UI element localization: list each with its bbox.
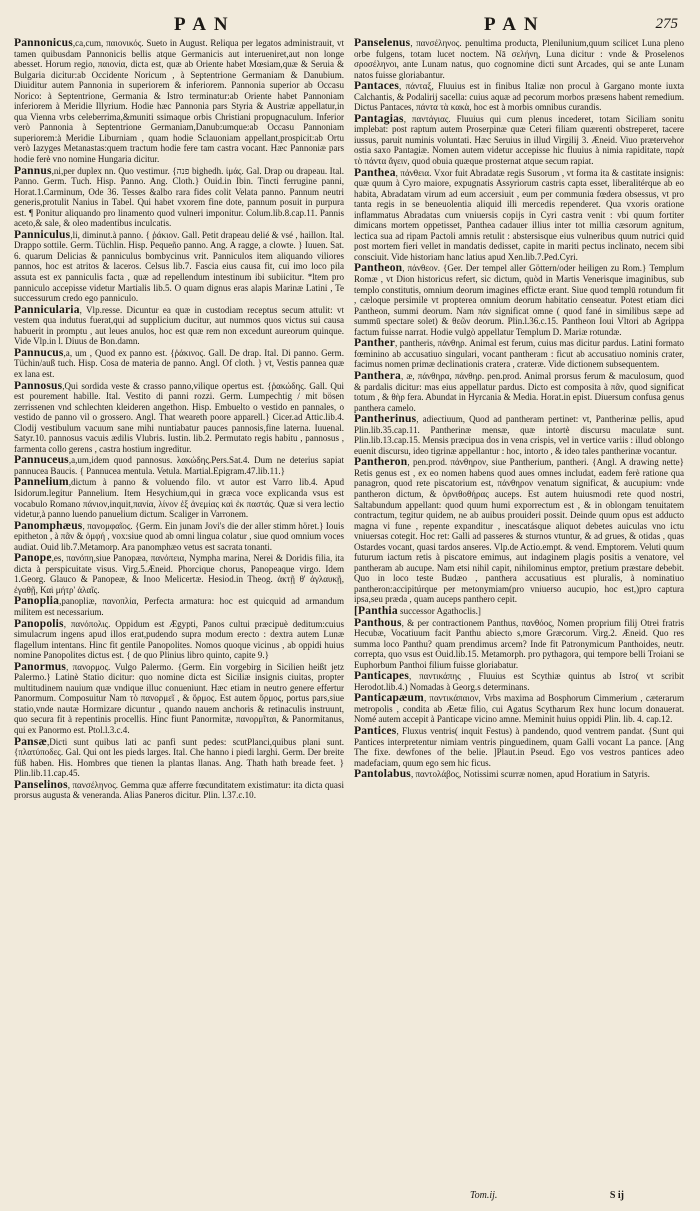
dictionary-entry: Panselinos, πανσέληνος. Gemma quæ afferre fœcunditatem existimatur: ita dicta quasi prorsus augusta & veneranda. Alias Paneros dicitur. Plin. l.37.c.10.: [14, 778, 344, 801]
running-head-right: PAN: [484, 14, 546, 35]
dictionary-entry: Panniculus,li, diminut.à panno. { ῥάκιον. Gall. Petit drapeau delié & vsé , haillon. Ital. Drappo sottile. Germ. Tüchlin. Hisp. Pequeño panno. Ang. A ragge, a clowte. } Iuuen. Sat. 6. quarum Delicias & panniculus bombycinus vrit. Panniculos item aliquando viliores pannos, hoc est atritos & laceros. Celsus lib.7. Fascia eius causa fit, cui imo loco pila assuta est ex panniculis facta , quæ ad repellendum intestinum ibi subiicitur. *ltem pro panniculo accepisse videtur Martialis lib.5. O quam dignus eras alapis Marinæ Latini , Te successurum credo ego panniculo.: [14, 228, 344, 304]
headword: Pannosus: [14, 379, 63, 392]
two-column-body: [14, 38, 684, 802]
headword: Pannonicus: [14, 37, 73, 49]
running-header: [14, 14, 684, 36]
page-footer: [360, 1187, 684, 1201]
volume-mark: Tom.ij.: [470, 1190, 498, 1201]
dictionary-entry: Pantaces, πάνταξ, Fluuius est in finibus Italiæ non procul à Gargano monte iuxta Calchantis, & Podalirij sacella: cuius aquæ ad pecorum morbos præsens habent remedium. Dictus Pantaces, πάντα τὰ κακὰ, hoc est à morbis omnibus curandis.: [354, 80, 684, 113]
headword: Panthera: [354, 369, 401, 382]
headword: Panniculus: [14, 228, 71, 241]
running-head-left: PAN: [174, 14, 236, 35]
dictionary-entry: Pannus,ni,per duplex nn. Quo vestimur. {פנה bighedh. ἱμάς. Gal. Drap ou drapeau. Ital. Panno. Germ. Tuch. Hisp. Panno. Ang. Cloth.} Ouid.in Ibin. Tincti ferrugine panni, Horat.1.Carminum, Ode 36. Tesses &albo rara fides colit Velata panno. Pannum neutri generis,protulit Nanius in Tabel. Qui habet vxorem fine dote, pannum posuit in purpura est. ¶ Ponitur aliquando pro linamento quod vulneri imponitur. Colum.lib.8.cap.11. Pannis aceto,& sale, & oleo madentibus inculcatis.: [14, 164, 344, 229]
dictionary-entry: Pannucus,a, um , Quod ex panno est. {ῥάκινος. Gall. De drap. Ital. Di panno. Germ. Tüchin/auß tuch. Hisp. Cosa de materia de panno. Angl. Of cloth. } vt, Vestis pannea quæ ex lana est.: [14, 346, 344, 379]
dictionary-entry: [Panthia successor Agathoclis.]: [354, 604, 481, 617]
dictionary-entry: Pannicularia, Vlp.resse. Dicuntur ea quæ in custodiam receptus secum attulit: vt vestem qua indutus fuerat,qui ad supplicium ducitur, aut nummos quos victus sui causa habuerit in promptu , aut leues anulos, hoc est quæ rem non excedunt aureorum quinque. Vide Vlp.in l. Diuus de Bon.damn.: [14, 303, 344, 347]
dictionary-entry: Panthea, πάνθεια. Vxor fuit Abradatæ regis Susorum , vt forma ita & castitate insignis: quæ quum à Cyro maiore, expugnatis Assyriorum castris capta esset, liberalitérque ab eo habita, Abradatam virum ad eum accersiuit , eum per communia fœdera obsessus, vt pro tanta regis in se beneuolentia aliquid illi mercedis rependeret. Qua vxoris oratione inflammatus Abradatas cum vniuersis copijs in Cyri castra venit : vbi quum fortiter dimicans mortem oppetisset, Panthea cadauer illius inter tot millia cæsorum agnitum, lectica sua ad ripam Pactoli amnis retulit : abstersisque eius vulneribus quum nutrici quid post mortem fieri vellet in mandatis dedisset, capite in mariti pectus inclinato, necem sibi consciuit. Vide historiam hanc latius apud Xen.lib.7.Ped.Cyri.: [354, 166, 684, 262]
headword: Pannus: [14, 164, 52, 177]
headword: Panselenus: [354, 37, 411, 49]
headword: Panope: [14, 552, 52, 565]
headword: Pantheron: [354, 456, 408, 469]
dictionary-entry: Panoplia,panopliæ, πανοπλία, Perfecta armatura: hoc est quicquid ad armandum militem est necessarium.: [14, 595, 344, 617]
headword: Pantolabus: [354, 768, 411, 781]
dictionary-entry: Pantices, Fluxus ventris( inquit Festus) à pandendo, quod ventrem pandat. {Sunt qui Pantices interpretentur nimiam ventris pinguedinem, quam Galli vocant La pance. [Ang The fixe. dewfones of the belie. ]Plaut.in Pseud. Ego vos vestros pantices adeo madefaciam, quum ego sem hic ficus.: [354, 725, 684, 768]
dictionary-entry: Pantolabus, παντολάβος, Notissimi scurræ nomen, apud Horatium in Satyris.: [354, 768, 650, 781]
dictionary-entry: Panopolis, πανόπολις. Oppidum est Ægypti, Panos cultui præcipuè deditum:cuius simulacrum ingens apud illos erat,pudendo supra modum erecto : dextra autem Lunæ flagellum intentans. Hinc fit gentile Panopolites. Nomos quoque vicinus , ab oppidi huius nomine Panopolites dictus est. { de quo Plinius libro quinto, capite 9.}: [14, 617, 344, 661]
dictionary-entry: Pantherinus, adiectiuum, Quod ad pantheram pertinet: vt, Pantherinæ pellis, apud Plin.lib.35.cap.11. Pantherinæ mensæ, quæ intortè discursu maculatæ sunt. Plin.lib.13.cap.15. Mensis præcipua dos in vena crispis, vel in vertice variis : illud oblongo euenit discursu, ideo tigrinæ appellantur : hoc, intorto , & ideo tales pantherinæ vocantur.: [354, 413, 684, 456]
headword: Panticapæum: [354, 692, 424, 705]
headword: Panthea: [354, 166, 396, 179]
dictionary-entry: Panomphæus, πανομφαῖος. {Germ. Ein junam Jovi's die der aller stimm höret.} Iouis epitheton , à πᾶν & ὀμφή , vox:siue quod ab omni lingua colatur , siue quod omnium voces audiat. Ouid lib.7.Metamorp. Ara panomphæo vetus est sacrata tonanti.: [14, 519, 344, 552]
headword: Panormus: [14, 660, 67, 673]
headword: Pannelium: [14, 476, 69, 489]
headword: Panthous: [354, 616, 402, 629]
dictionary-entry: Pannelium,dictum à panno & voluendo filo. vt autor est Varro lib.4. Apud Isidorum.legitur Pannelium. Item Hesychium,qui in græca voce explicanda vsus est vocabulo Romano πάνιον,inquit,πανία, λίνον ἐξ ἀνεμίας καὶ ἐκ παστάς. Quæ si vera lectio videtur,à panno luendo panuelium dictum. Scaliger in Varronem.: [14, 476, 344, 520]
headword: Panticapes: [354, 670, 410, 683]
headword: Panomphæus: [14, 519, 83, 532]
headword: [Panthia: [354, 604, 398, 617]
dictionary-entry: Panormus, πανορμος. Vulgo Palermo. {Germ. Ein vorgebirg in Sicilien heißt jetz Palermo.} Latinè Statio dicitur: quo nomine dicta est Siciliæ insignis ciuitas, propter multitudinem nauium quæ vndique illuc conueniunt. Hæc etiam in neutro genere effertur Panormum. Composuitur Nam τὸ πανορμεῖ , & ὅρμος. Est autem ὅρμος, portus pars,siue statio,vnde nautæ Hormizare dicuntur , quando nauem anchoris & retinaculis instruunt, quo secura fit à repentinis procellis. Hinc fiunt Panormitæ, πανορμῖται, & Panormitanus, qui ex Panormo est. Ptol.l.3.c.4.: [14, 660, 344, 735]
headword: Pannucus: [14, 346, 64, 359]
headword: Panther: [354, 337, 396, 350]
dictionary-entry: Pansæ,Dicti sunt quibus lati ac panfi sunt pedes: scutPlanci,quibus plani sunt. {πλατύποδες. Gal. Qui ont les pieds larges. Ital. Che hanno i piedi larghi. Germ. Der breite füß haben. His. Hombres que tienen la plantas llanas. Ang. Thath hath breade feet. } Plin.lib.11.cap.45.: [14, 735, 344, 779]
dictionary-entry: Panselenus, πανσέληνος. penultima producta, Plenilunium,quum scilicet Luna pleno orbe fulgens, totam lucet noctem. Nā σελήνη, Luna dicitur : vnde & Proselenos σροσέληνοι, ante Lunam natus, quo cognomine dicti sunt Arcades, qui se ante Lunam natos fuisse gloriabantur.: [354, 37, 684, 80]
headword: Pantagias: [354, 112, 404, 125]
headword: Panselinos: [14, 778, 68, 791]
headword: Pannuceus: [14, 454, 69, 467]
headword: Pansæ: [14, 735, 47, 748]
headword: Pantices: [354, 725, 397, 737]
dictionary-entry: Panther, pantheris, πάνθηρ. Animal est ferum, cuius mas dicitur pardus. Latini formato fœminino ab accusatiuo singulari, vocant pantheram : ficut ab accusatiuo nominis crater, facimus nomen primæ declinationis cratera , crateræ. Vide dictionem subsequentem.: [354, 337, 684, 370]
dictionary-entry: Panticapes, παντικάπης , Fluuius est Scythiæ quintus ab Istro( vt scribit Herodot.lib.4.) Nomadas à Georg.s determinans.: [354, 670, 684, 692]
signature-mark: S ij: [609, 1190, 624, 1201]
dictionary-entry: Pantheon, πάνθεον. {Ger. Der tempel aller Göttern/oder heiligen zu Rom.} Templum Romæ , vt Dion historicus refert, sic dictum, quòd in Martis Venerisque imaginibus, sub templo constitutis, omnium deorum imagines effictæ erant. Siue quod templū rotundum fit , cæloque persimile vt propterea omnium deorum habitatio censeatur. Potest etiam dici Pantheon, summi deorum. Nam πάν significat omne ( quod fané in similibus sæpe ad summū spectare solet) & θεῶν deorum. Plin.l.36.c.15. Pantheon Ioui Vltori ab Agrippa factum fuisse narrat. Hodie vulgò appellatur Templum D. Mariæ rotundæ.: [354, 262, 684, 337]
dictionary-entry: Pantagias, παντάγιας. Fluuius qui cum plenus incederet, totam Siciliam sonitu implebat: post raptum autem Proserpinæ quæ Ceteri filiam quærenti obstreperet, tacere iussus, paruit numinis voluntati. Hæc Seruius in illud Virgilij 3. Æneid. Viuo prætervehor ostia saxo Pantagiæ. Nomen autem videtur accepisse hic fluuius à nimia rapiditate, παρὰ τὸ πάντα ἄγειν, quod obuia quæque prosternat atque secum rapiat.: [354, 112, 684, 167]
dictionary-entry: Panthera, æ, πάνθηρα, πάνθηρ. pen.prod. Animal prorsus ferum & maculosum, quod & pardalis dicitur: mas eius appellatur pardus. Dicto est composita à πᾶν, quod significat totum , & θὴρ fera. Abundat in Hyrcania & Media. Horat.in epist. Diuersum confusa genus panthera camelo.: [354, 369, 684, 413]
dictionary-entry: Pantheron, pen.prod. πάνθηρον, siue Pantherium, pantheri. {Angl. A drawing nette} Retis genus est , ex eo nomen habens quod aues omnes includat, eadem ferè ratione qua panagron, quod rete piscatorium est, πάνθηρον venatum significat, & aucupium: vnde pantheron dictum, & ὀρνιθοθήρας auceps. Est autem huiusmodi rete quod nostri, Saltabundum appellant: quod quum humi exporrectum est , & in oblongam tenuitatem contractum, tegitur quidem, ne ab auibus prouideri possit. Deinde quum opus est adducto magna vi fune , repente expanditur , inescatásque aliquot debetes auiculas vno ictu vniuersas cotegit. Hoc ret: Galli ad passeres & sturnos vtuntur, & ad grues, & otidas , quas Ostardes vocant, quasi tardos anseres. Vlp.de Actio.empt. & vend. Emptorem. Veluti quum futurum iactum retis à piscatore emimus, aut indaginem plagis positis a venatore, vel pantheram ab aucupe. Nam etsi nihil capit, nihilominus emptor, pretium præstare debebit. Quo in loco teste Budæo , panthera accusatiuus est pluralis, à nominatiuo pantheron:accipitúrque per metonymiam(pro vniuerso aucupio, hoc est,)pro captura ipsa,seu præda , quam auceps panthero cepit.: [354, 456, 684, 605]
dictionary-entry: Pannosus,Qui sordida veste & crasso panno,vilique opertus est. {ῥακώδης. Gall. Qui est pourement habille. Ital. Vestito di panni rozzi. Germ. Lumpechtig / mit bösen zerrissenen vnd schlechten kleideren angethon. Hisp. Embuelto o vestido en pannales, o vestido de panno vil o grossero. Angl. That weareth poore apparell.} Cicer.ad Attic.lib.4. Clodij vestibulum vacuum sane mihi nuntiabatur pauces pannosis,fine laterna. Iuuenal. Satyr.10. pannosus vacuis ædilis Vlubris. Iustin. lib.2. Permutato regis habitu , pannosus , farmenta collo gerens , castra hostium ingreditur.: [14, 379, 344, 454]
headword: Pantheon: [354, 262, 403, 275]
headword: Pantherinus: [354, 413, 417, 426]
headword: Pannicularia: [14, 303, 80, 316]
dictionary-entry: Panope,es, πανόπη,siue Panopæa, πανόπεια, Nympha marina, Nerei & Doridis filia, ita dicta à perspicuitate visus. Virg.5.Æneid. Phorcique chorus, Panopeaque virgo. Idem 1.Georg. Glauco & Panopeæ, & Inoo Melicertæ. Hesiod.in Theog. ἀκτῇ θ' ἀγλαυκῇ, ἐγαθῇ, Καὶ μήτρ' ἀλαῖς.: [14, 552, 344, 595]
headword: Panoplia: [14, 595, 60, 608]
page-number: 275: [655, 16, 678, 32]
headword: Panopolis: [14, 617, 64, 630]
dictionary-entry: Pannonicus,ca,cum, παιονικός. Sueto in August. Reliqua per legatos administrauit, vt tamen quibusdam Pannonicis bellis atque Germanicis aut interueniret,aut non longe abesset. Horum regio, παιονία, dicta est, quæ ab Oriente habet Mœsiam,quæ & Seruia & Bulgaria dicitur:ab Occidente Noricum , à Septentrione Germaniam & Danubium. Diuiditur autem Pannonia in superiorem & inferiorem. Pannonia superior ab Occasu Norico: à Septentrione, Germania & Istro terminatur:ab Oriente habet Pannoniam inferiorem à Meridie Illyrium. Hodie hæc Pannonia pars Styria & Austriæ appellatur,in qua Vienna vrbs celeberrima,&muniti ssimaque orbis Christiani propugnaculum. Inferior verò Pannonia à Septentrione Germaniam,Danub:umque:ab Occasu Pannoniam superiorem:à Meridie Liburniam , quam hodie Sclauoniam appellant,prospicit:ab Ortu verò Iazyges Metanastas:quem tractum hodie fere tam castra vocant. Hæc Pannoniæ pars hodie ferè vno nomine Hungaria dicitur.: [14, 37, 344, 165]
dictionary-entry: Panticapæum, παντικάπαιον, Vrbs maxima ad Bosphorum Cimmerium , cæterarum metropolis , condita ab Æetæ filio, cui Agatus Scytharum Rex hunc locum donauerat. Nomé autem accepit à Panticape vicino amne. Meminit huius oppidi Plin. lib. 4. cap.12.: [354, 692, 684, 725]
right-column: [354, 38, 684, 802]
headword: Pantaces: [354, 80, 400, 93]
left-column: [14, 38, 344, 802]
dictionary-entry: Panthous, & per contractionem Panthus, πανθόος, Nomen proprium filij Otrei fratris Hecubæ, Vocatiuum facit Panthu abiecto s,more Græcorum. Virg.2. Æneid. Quo res summa loco Panthu? quam prendimus arcem? Inde fit Patronymicum Panthoides, neutr. correpta, quo vsus est Ouid.lib.15. Metamorph. pro pythagora, qui tempore belli Troiani se Euphorbum Panthoi filium fuisse gloriabatur.: [354, 616, 684, 670]
dictionary-entry: Pannuceus,a,um,idem quod pannosus. λακώδης.Pers.Sat.4. Dum ne deterius sapiat pannucea Baucis. { Pannucea mentula. Vetula. Martial.Epigram.47.lib.11.}: [14, 454, 344, 476]
